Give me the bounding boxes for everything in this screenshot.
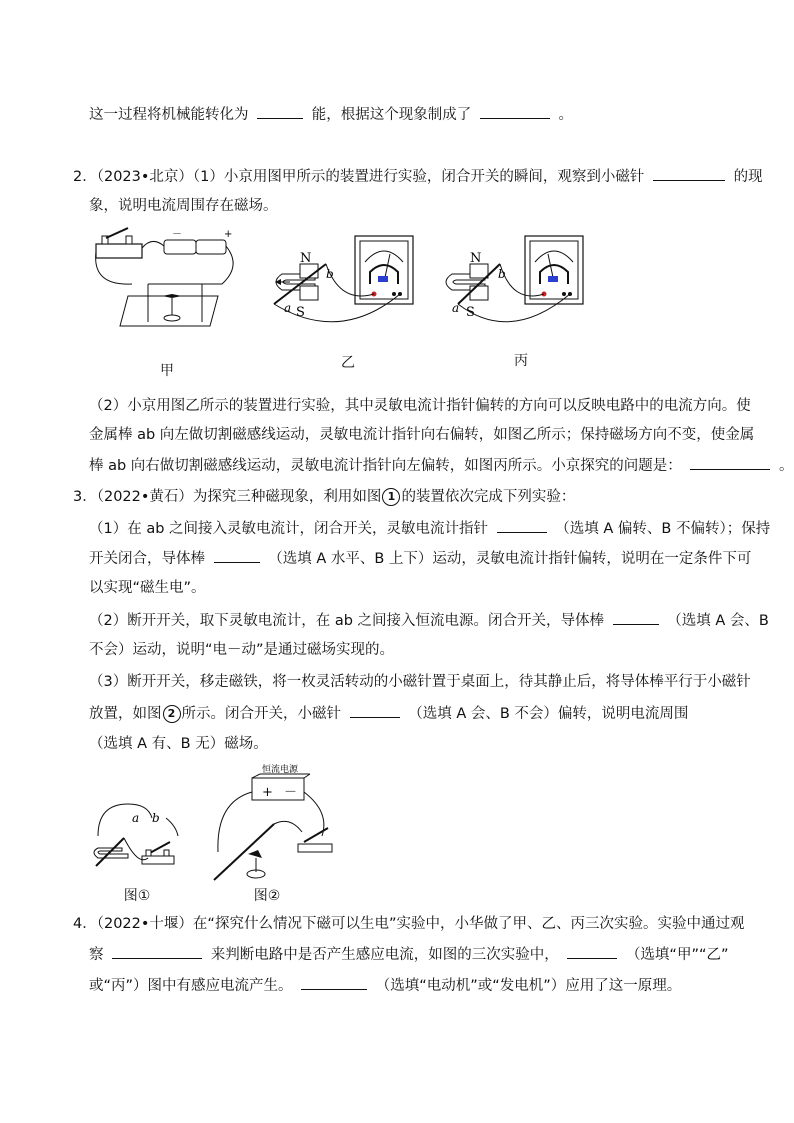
text: 察 <box>89 947 104 963</box>
answer-blank[interactable] <box>112 944 202 959</box>
wire <box>304 792 324 836</box>
switch-lever <box>304 828 328 842</box>
switch-post <box>146 850 151 856</box>
text: 2．（2023•北京）（1）小京用图甲所示的装置进行实验，闭合开关的瞬间，观察到小磁针 <box>73 169 645 185</box>
n-label: N <box>300 251 312 266</box>
text: （选填 A 偏转、B 不偏转）；保持 <box>555 521 771 537</box>
q3-s3-line3: （选填 A 有、B 无）磁场。 <box>89 736 268 752</box>
galvanometer-coil <box>378 276 388 282</box>
text: （选填 A 会、B <box>667 613 769 629</box>
terminal <box>562 292 566 296</box>
conductor-rod <box>96 838 124 866</box>
answer-blank[interactable] <box>690 455 770 470</box>
text: 所示。闭合开关，小磁针 <box>181 706 341 722</box>
text: 。 <box>558 107 573 123</box>
text: （选填 A 会、B 不会）偏转，说明电流周围 <box>408 706 689 722</box>
caption-fig1: 图① <box>123 888 151 904</box>
text: 棒 ab 向右做切割磁感线运动，灵敏电流计指针向左偏转，如图丙所示。小京探究的问题是： <box>89 458 682 474</box>
q3-s2-line1 <box>89 610 769 631</box>
q3-s1-line3: 以实现“磁生电”。 <box>89 580 206 596</box>
continuation-line <box>89 104 573 125</box>
answer-blank[interactable] <box>497 518 547 533</box>
caption-bing: 丙 <box>514 353 528 369</box>
circled-number: 1 <box>382 488 400 506</box>
figure-bing <box>440 234 590 344</box>
a-label: a <box>452 301 460 315</box>
minus-terminal: － <box>284 785 298 800</box>
text: （选填“甲”“乙” <box>625 947 729 963</box>
text: 的装置依次完成下列实验： <box>401 489 576 505</box>
q3-s2-line2: 不会）运动，说明“电－动”是通过磁场实现的。 <box>89 642 395 658</box>
q4-line1: 4．（2022•十堰）在“探究什么情况下磁可以生电”实验中，小华做了甲、乙、丙三次实验。实验中通过观 <box>73 916 745 932</box>
a-label: a <box>132 811 140 825</box>
switch-base <box>96 244 142 258</box>
s-label: S <box>296 305 305 320</box>
switch-lever <box>106 228 128 238</box>
answer-blank[interactable] <box>613 610 659 625</box>
q3-line1 <box>73 487 575 507</box>
answer-blank[interactable] <box>257 104 303 119</box>
text: 3．（2022•黄石）为探究三种磁现象，利用如图 <box>73 489 382 505</box>
magnet-pole-s <box>470 286 488 300</box>
battery-cell <box>164 240 196 254</box>
needle-base <box>164 315 180 321</box>
answer-blank[interactable] <box>567 944 617 959</box>
power-supply-label: 恒流电源 <box>262 765 299 775</box>
wire <box>98 804 152 836</box>
text: （2）断开开关，取下灵敏电流计，在 ab 之间接入恒流电源。闭合开关，导体棒 <box>89 613 605 629</box>
wire <box>274 821 302 832</box>
circled-number: 2 <box>163 705 181 723</box>
q2-p2-line2: 金属棒 ab 向左做切割磁感线运动，灵敏电流计指针向右偏转，如图乙所示；保持磁场方向不变，使金属 <box>89 427 755 443</box>
text: （选填 A 水平、B 上下）运动，灵敏电流计指针偏转，说明在一定条件下可 <box>268 551 752 567</box>
caption-jia: 甲 <box>160 363 174 379</box>
answer-blank[interactable] <box>301 975 367 990</box>
figure-yi <box>270 234 420 344</box>
q2-line1 <box>73 166 763 187</box>
plus-label: + <box>224 229 233 240</box>
wire <box>142 241 164 248</box>
s-label: S <box>466 305 475 320</box>
caption-fig2: 图② <box>253 888 281 904</box>
text: 开关闭合，导体棒 <box>89 551 205 567</box>
caption-yi: 乙 <box>341 355 355 371</box>
q4-line2 <box>89 944 729 965</box>
figure-1 <box>88 796 188 884</box>
switch-base <box>298 844 332 852</box>
text: 能，根据这个现象制成了 <box>311 107 472 123</box>
power-supply-edge <box>252 774 260 778</box>
table-board <box>120 296 218 326</box>
switch-post <box>126 236 132 244</box>
text: 。 <box>779 458 794 474</box>
magnet-pole-s <box>300 286 318 300</box>
q3-s1-line1 <box>89 518 770 539</box>
q4-line3 <box>89 975 681 996</box>
b-label: b <box>498 267 506 281</box>
q2-line2: 象，说明电流周围存在磁场。 <box>89 198 278 214</box>
magnet-pole-n <box>470 264 488 278</box>
switch-base <box>142 856 174 864</box>
q3-s1-line2 <box>89 548 751 569</box>
answer-blank[interactable] <box>480 104 550 119</box>
q2-p2-line3 <box>89 455 794 476</box>
q3-s3-line2 <box>89 703 688 724</box>
galvanometer-face <box>530 241 578 299</box>
text: 这一过程将机械能转化为 <box>89 107 249 123</box>
switch-post <box>164 850 169 856</box>
figure-jia <box>92 226 242 336</box>
wire <box>218 792 252 852</box>
answer-blank[interactable] <box>350 703 400 718</box>
wire <box>166 818 178 836</box>
b-label: b <box>326 267 334 281</box>
text: 放置，如图 <box>89 706 162 722</box>
text: （选填“电动机”或“发电机”）应用了这一原理。 <box>375 978 682 994</box>
answer-blank[interactable] <box>653 166 725 181</box>
a-label: a <box>284 301 292 315</box>
minus-label: － <box>172 229 182 240</box>
battery-cell <box>196 240 226 254</box>
u-magnet <box>94 848 128 858</box>
power-supply-edge <box>304 774 310 778</box>
text: 的现 <box>733 169 763 185</box>
text: 来判断电路中是否产生感应电流，如图的三次实验中， <box>210 947 559 963</box>
compass-needle <box>248 850 262 858</box>
n-label: N <box>470 251 482 266</box>
terminal <box>392 292 396 296</box>
text: （1）在 ab 之间接入灵敏电流计，闭合开关，灵敏电流计指针 <box>89 521 489 537</box>
text: 或“丙”）图中有感应电流产生。 <box>89 978 293 994</box>
q2-p2-line1: （2）小京用图乙所示的装置进行实验，其中灵敏电流计指针偏转的方向可以反映电路中的电流方向。使 <box>89 398 751 414</box>
plus-terminal: + <box>262 785 273 800</box>
q3-s3-line1: （3）断开开关，移走磁铁，将一枚灵活转动的小磁针置于桌面上，待其静止后，将导体棒平行于小磁针 <box>89 674 751 690</box>
galvanometer-coil <box>548 276 558 282</box>
answer-blank[interactable] <box>214 548 260 563</box>
conductor-rod <box>214 824 274 880</box>
galvanometer-face <box>360 241 408 299</box>
b-label: b <box>152 811 160 825</box>
figure-2 <box>210 762 350 888</box>
